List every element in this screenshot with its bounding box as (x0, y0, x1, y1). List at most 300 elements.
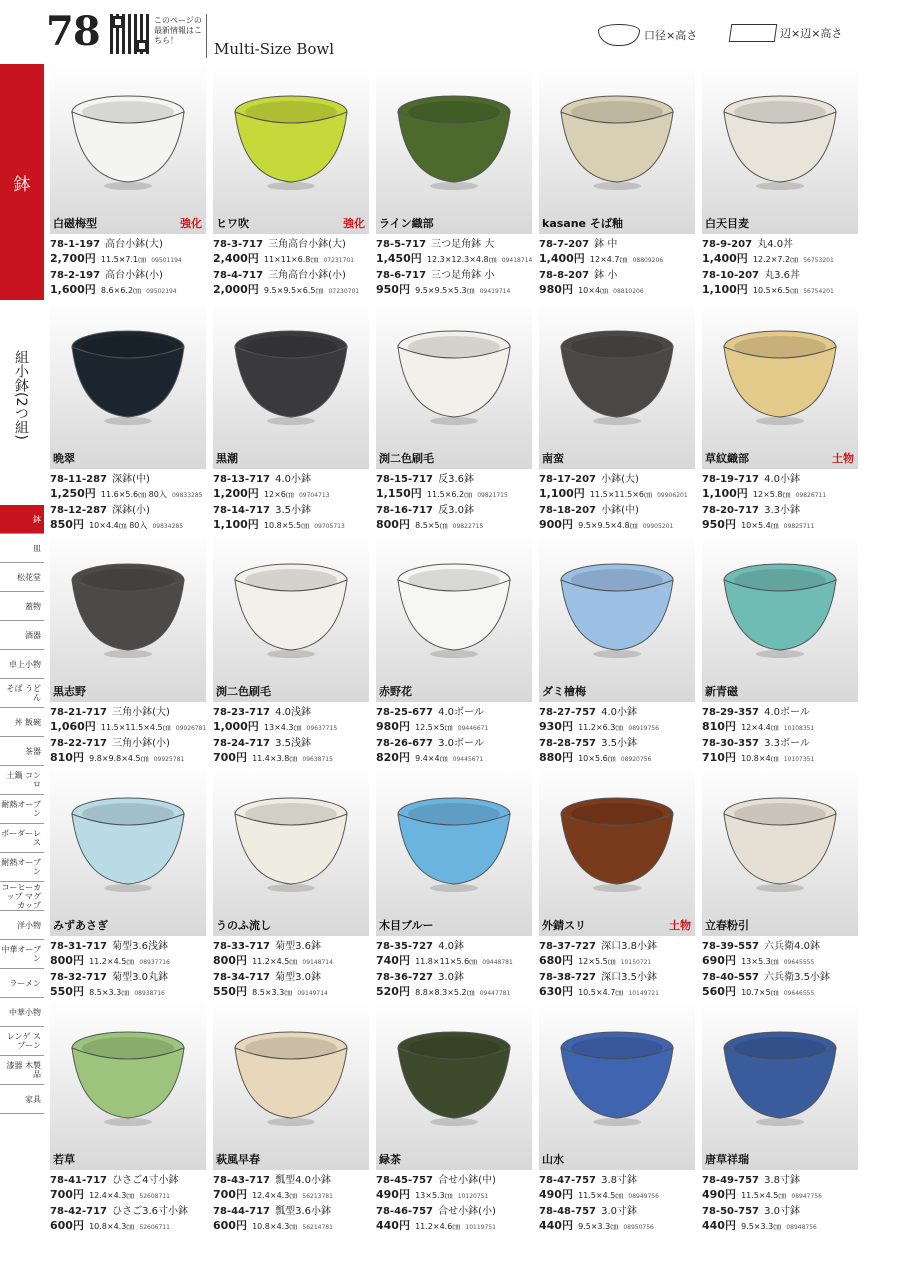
item-price: 1,400円 (539, 252, 585, 265)
spec-price-line (702, 750, 858, 766)
product-name: 外錆スリ (542, 919, 586, 932)
item-dimension: 9.5×3.3㎝ (741, 1222, 782, 1231)
product-name: 緑茶 (379, 1153, 401, 1166)
product-card[interactable] (50, 1000, 206, 1230)
item-code: 78-24-717 (213, 738, 271, 749)
item-price: 690円 (702, 954, 736, 967)
item-jan: 56213781 (302, 1193, 333, 1200)
item-jan: 09645555 (783, 959, 815, 966)
bowl-image (557, 325, 677, 427)
product-specs (702, 1172, 858, 1234)
bowl-image (557, 792, 677, 894)
item-dimension: 10×5.6㎝ (578, 754, 616, 763)
product-photo (376, 64, 532, 234)
item-price: 2,000円 (213, 283, 259, 296)
item-code: 78-26-677 (376, 738, 434, 749)
spec-price-line (539, 1218, 695, 1234)
item-code: 78-6-717 (376, 270, 427, 281)
bowl-image (231, 1026, 351, 1128)
item-jan: 09646555 (783, 990, 815, 997)
legend-square (730, 24, 842, 42)
nav-item[interactable]: 漆器 木製品 (0, 1056, 44, 1085)
item-code: 78-2-197 (50, 270, 101, 281)
product-card[interactable] (50, 532, 206, 762)
item-dimension: 11.5×11.5×6㎝ (589, 490, 653, 499)
spec-price-line (376, 984, 532, 1000)
spec-price-line (376, 517, 532, 533)
nav-item[interactable]: 茶器 (0, 737, 44, 766)
item-price: 930円 (539, 720, 573, 733)
product-specs (213, 236, 369, 298)
product-specs (213, 1172, 369, 1234)
product-photo (50, 766, 206, 936)
item-desc: 三角小鉢(大) (112, 707, 170, 718)
item-code: 78-29-357 (702, 707, 760, 718)
item-desc: 三角高台小鉢(大) (268, 239, 346, 250)
product-card[interactable] (702, 1000, 858, 1230)
spec-code-line (376, 471, 532, 486)
item-desc: 丸3.6丼 (764, 270, 801, 281)
spec-code-line (702, 1172, 858, 1187)
product-photo (539, 64, 695, 234)
item-dimension: 10.8×4.3㎝ (252, 1222, 298, 1231)
item-desc: 3.3ボール (764, 738, 810, 749)
item-price: 680円 (539, 954, 573, 967)
item-code: 78-35-727 (376, 941, 434, 952)
product-badge: 強化 (343, 217, 365, 230)
item-code: 78-12-287 (50, 505, 108, 516)
item-dimension: 10×5.4㎝ (741, 521, 779, 530)
spec-code-line (213, 938, 369, 953)
product-card[interactable] (702, 766, 858, 996)
nav-item[interactable]: 蓋物 (0, 592, 44, 621)
item-dimension: 9.5×3.3㎝ (578, 1222, 619, 1231)
item-desc: 三角小鉢(小) (112, 738, 170, 749)
nav-item[interactable]: 家具 (0, 1085, 44, 1114)
item-price: 850円 (50, 518, 84, 531)
item-price: 700円 (213, 751, 247, 764)
item-jan: 08919756 (628, 725, 659, 732)
item-price: 490円 (702, 1188, 736, 1201)
item-code: 78-48-757 (539, 1206, 597, 1217)
product-card[interactable] (539, 299, 695, 529)
product-card[interactable] (376, 64, 532, 294)
item-desc: 反3.6鉢 (438, 474, 475, 485)
product-name: ライン織部 (379, 217, 434, 230)
product-specs (702, 471, 858, 533)
product-photo (213, 1000, 369, 1170)
item-price: 1,250円 (50, 487, 96, 500)
bowl-image (720, 558, 840, 660)
item-desc: 小鉢(大) (601, 474, 639, 485)
item-code: 78-23-717 (213, 707, 271, 718)
item-code: 78-18-207 (539, 505, 597, 516)
product-photo (702, 532, 858, 702)
spec-price-line (702, 282, 858, 298)
spec-price-line (702, 953, 858, 969)
spec-code-line (376, 502, 532, 517)
spec-price-line (702, 984, 858, 1000)
item-dimension: 10.5×6.5㎝ (752, 286, 799, 295)
product-badge: 土物 (832, 452, 854, 465)
bowl-image (720, 792, 840, 894)
product-photo (376, 532, 532, 702)
spec-code-line (50, 267, 206, 282)
product-specs (213, 471, 369, 533)
spec-price-line (213, 719, 369, 735)
product-card[interactable] (213, 299, 369, 529)
item-price: 560円 (702, 985, 736, 998)
item-code: 78-25-677 (376, 707, 434, 718)
item-dimension: 11.2×4.5㎝ (89, 957, 135, 966)
item-code: 78-44-717 (213, 1206, 271, 1217)
item-desc: 鉢 小 (594, 270, 618, 281)
item-price: 600円 (50, 1219, 84, 1232)
item-code: 78-3-717 (213, 239, 264, 250)
product-name: 赤野花 (379, 685, 412, 698)
product-name: うのふ流し (216, 919, 271, 932)
item-price: 740円 (376, 954, 410, 967)
spec-price-line (50, 486, 206, 502)
spec-code-line (539, 1203, 695, 1218)
main-category-tab[interactable] (0, 64, 44, 300)
product-badge: 土物 (669, 919, 691, 932)
item-price: 520円 (376, 985, 410, 998)
item-dimension: 12×4.7㎝ (589, 255, 628, 264)
bowl-image (231, 325, 351, 427)
item-code: 78-32-717 (50, 972, 108, 983)
item-jan: 56214781 (302, 1224, 333, 1231)
item-desc: 3.0寸鉢 (601, 1206, 638, 1217)
nav-item[interactable]: 皿 (0, 534, 44, 563)
product-photo (213, 64, 369, 234)
item-dimension: 12.4×4.3㎝ (89, 1191, 135, 1200)
item-code: 78-16-717 (376, 505, 434, 516)
spec-code-line (539, 1172, 695, 1187)
product-card[interactable] (376, 766, 532, 996)
item-desc: 3.5小鉢 (275, 505, 312, 516)
item-jan: 52606711 (139, 1224, 170, 1231)
bowl-image (394, 558, 514, 660)
item-code: 78-20-717 (702, 505, 760, 516)
nav-item[interactable]: 中華小物 (0, 998, 44, 1027)
spec-code-line (50, 1203, 206, 1218)
item-jan: 08938716 (134, 990, 165, 997)
spec-code-line (50, 704, 206, 719)
spec-code-line (702, 502, 858, 517)
item-code: 78-45-757 (376, 1175, 434, 1186)
product-photo (376, 1000, 532, 1170)
item-jan: 09825711 (783, 523, 815, 530)
product-name: kasane そば釉 (542, 217, 623, 230)
product-card[interactable] (702, 64, 858, 294)
item-price: 710円 (702, 751, 736, 764)
bowl-image (720, 90, 840, 192)
item-desc: 3.0ボール (438, 738, 484, 749)
product-card[interactable] (376, 532, 532, 762)
spec-price-line (50, 282, 206, 298)
item-code: 78-43-717 (213, 1175, 271, 1186)
nav-item[interactable]: ボーダーレス (0, 824, 44, 853)
item-price: 2,700円 (50, 252, 96, 265)
item-desc: 3.5浅鉢 (275, 738, 312, 749)
item-price: 1,450円 (376, 252, 422, 265)
product-name: 南蛮 (542, 452, 564, 465)
spec-code-line (539, 267, 695, 282)
item-code: 78-36-727 (376, 972, 434, 983)
item-code: 78-10-207 (702, 270, 760, 281)
product-card[interactable] (50, 64, 206, 294)
spec-code-line (376, 1172, 532, 1187)
item-jan: 09926781 (175, 725, 206, 732)
spec-price-line (50, 1218, 206, 1234)
nav-item[interactable]: 中華オーブン (0, 940, 44, 969)
item-jan: 09446671 (457, 725, 489, 732)
spec-code-line (50, 236, 206, 251)
spec-code-line (50, 938, 206, 953)
item-dimension: 9.5×9.5×4.8㎝ (578, 521, 638, 530)
product-name: 立春粉引 (705, 919, 749, 932)
nav-item[interactable]: 耐熱オーブン (0, 853, 44, 882)
product-name: 晩翠 (53, 452, 75, 465)
product-name: 黒潮 (216, 452, 238, 465)
spec-code-line (50, 735, 206, 750)
nav-item[interactable]: 鉢 (0, 505, 44, 534)
product-specs (376, 1172, 532, 1234)
spec-price-line (213, 517, 369, 533)
spec-code-line (702, 1203, 858, 1218)
spec-code-line (539, 938, 695, 953)
spec-price-line (702, 1218, 858, 1234)
item-dimension: 8.5×5㎝ (415, 521, 448, 530)
item-dimension: 11.5×11.5×4.5㎝ (100, 723, 171, 732)
item-dimension: 12.3×12.3×4.8㎝ (426, 255, 497, 264)
product-card[interactable] (213, 1000, 369, 1230)
bowl-image (720, 325, 840, 427)
spec-code-line (702, 267, 858, 282)
item-code: 78-19-717 (702, 474, 760, 485)
product-card[interactable] (213, 532, 369, 762)
spec-code-line (539, 735, 695, 750)
product-card[interactable] (539, 532, 695, 762)
product-name: 唐草祥瑞 (705, 1153, 749, 1166)
product-photo (376, 766, 532, 936)
item-code: 78-14-717 (213, 505, 271, 516)
item-desc: 反3.0鉢 (438, 505, 475, 516)
item-price: 630円 (539, 985, 573, 998)
item-code: 78-28-757 (539, 738, 597, 749)
spec-code-line (539, 471, 695, 486)
item-code: 78-41-717 (50, 1175, 108, 1186)
item-jan: 10108351 (783, 725, 815, 732)
nav-item[interactable]: ラーメン (0, 969, 44, 998)
item-dimension: 10.5×4.7㎝ (578, 988, 624, 997)
header-divider (206, 14, 207, 58)
bowl-image (557, 558, 677, 660)
item-price: 550円 (213, 985, 247, 998)
item-desc: 菊型3.0鉢 (275, 972, 322, 983)
item-jan: 56754201 (803, 288, 834, 295)
item-jan: 08947756 (791, 1193, 822, 1200)
item-desc: 三つ足角鉢 小 (431, 270, 495, 281)
nav-item[interactable]: レンゲ スプーン (0, 1027, 44, 1056)
nav-item[interactable]: 耐熱オーブン (0, 795, 44, 824)
item-jan: 09834285 (152, 523, 184, 530)
item-desc: 4.0ボール (438, 707, 484, 718)
item-desc: 3.8寸鉢 (601, 1175, 638, 1186)
spec-price-line (539, 719, 695, 735)
product-name: 木目ブルー (379, 919, 434, 932)
nav-item[interactable]: 洋小物 (0, 911, 44, 940)
product-specs (376, 236, 532, 298)
item-code: 78-8-207 (539, 270, 590, 281)
spec-price-line (539, 984, 695, 1000)
product-card[interactable] (539, 1000, 695, 1230)
product-card[interactable] (376, 1000, 532, 1230)
item-desc: 深口3.5小鉢 (601, 972, 658, 983)
item-dimension: 12.2×7.2㎝ (752, 255, 799, 264)
spec-code-line (213, 471, 369, 486)
tray-shape-icon (729, 24, 778, 42)
product-photo (213, 766, 369, 936)
spec-price-line (213, 1218, 369, 1234)
item-desc: 丸4.0丼 (757, 239, 794, 250)
spec-code-line (539, 969, 695, 984)
page-title: Multi-Size Bowl (214, 40, 335, 58)
legend-round (598, 24, 697, 46)
spec-price-line (376, 953, 532, 969)
product-card[interactable] (702, 299, 858, 529)
bowl-image (68, 1026, 188, 1128)
item-desc: 3.0鉢 (438, 972, 465, 983)
product-specs (50, 471, 206, 533)
nav-item[interactable]: コーヒーカップ マグカップ (0, 882, 44, 911)
item-desc: 3.5小鉢 (601, 738, 638, 749)
product-card[interactable] (213, 64, 369, 294)
legend-round-label: 口径×高さ (644, 29, 698, 42)
qr-note: このページの最新情報はこちら！ (154, 16, 202, 45)
product-specs (539, 1172, 695, 1234)
spec-price-line (702, 1187, 858, 1203)
item-jan: 09925781 (153, 756, 185, 763)
product-photo (213, 299, 369, 469)
product-card[interactable] (50, 766, 206, 996)
item-dimension: 10.8×4㎝ (741, 754, 779, 763)
spec-price-line (539, 251, 695, 267)
item-price: 880円 (539, 751, 573, 764)
item-price: 490円 (539, 1188, 573, 1201)
item-desc: 4.0浅鉢 (275, 707, 312, 718)
item-code: 78-46-757 (376, 1206, 434, 1217)
item-code: 78-7-207 (539, 239, 590, 250)
product-card[interactable] (50, 299, 206, 529)
qr-code[interactable] (110, 14, 150, 54)
spec-price-line (213, 953, 369, 969)
product-card[interactable] (376, 299, 532, 529)
item-desc: 4.0小鉢 (601, 707, 638, 718)
item-jan: 09418714 (501, 257, 532, 264)
spec-code-line (702, 969, 858, 984)
item-dimension: 13×5.3㎝ (741, 957, 779, 966)
spec-price-line (213, 1187, 369, 1203)
spec-price-line (539, 486, 695, 502)
item-dimension: 10.7×5㎝ (741, 988, 779, 997)
product-specs (702, 236, 858, 298)
spec-price-line (376, 251, 532, 267)
item-dimension: 9.5×9.5×6.5㎝ (263, 286, 324, 295)
item-code: 78-34-717 (213, 972, 271, 983)
item-price: 1,060円 (50, 720, 96, 733)
item-price: 440円 (539, 1219, 573, 1232)
item-jan: 09833285 (171, 492, 203, 499)
item-code: 78-5-717 (376, 239, 427, 250)
item-price: 810円 (50, 751, 84, 764)
nav-item[interactable]: 酒器 (0, 621, 44, 650)
spec-code-line (213, 969, 369, 984)
nav-item[interactable]: 松花堂 (0, 563, 44, 592)
spec-code-line (702, 236, 858, 251)
item-dimension: 11.5×7.1㎝ (100, 255, 147, 264)
item-price: 440円 (702, 1219, 736, 1232)
item-code: 78-13-717 (213, 474, 271, 485)
bowl-image (394, 90, 514, 192)
item-code: 78-33-717 (213, 941, 271, 952)
item-desc: 鉢 中 (594, 239, 618, 250)
item-jan: 07230701 (328, 288, 360, 295)
spec-price-line (50, 1187, 206, 1203)
spec-price-line (376, 282, 532, 298)
item-price: 950円 (376, 283, 410, 296)
item-desc: 高台小鉢(小) (105, 270, 163, 281)
product-card[interactable] (539, 766, 695, 996)
nav-item[interactable]: 卓上小物 (0, 650, 44, 679)
product-name: 萩風早春 (216, 1153, 260, 1166)
item-dimension: 12×5.8㎝ (752, 490, 791, 499)
item-dimension: 9.8×9.8×4.5㎝ (89, 754, 149, 763)
nav-item[interactable]: 土鍋 コンロ (0, 766, 44, 795)
product-name: 渕二色刷毛 (216, 685, 271, 698)
spec-price-line (539, 282, 695, 298)
item-jan: 09502194 (146, 288, 177, 295)
bowl-image (68, 558, 188, 660)
product-card[interactable] (702, 532, 858, 762)
spec-code-line (539, 704, 695, 719)
item-jan: 10150721 (620, 959, 652, 966)
product-specs (539, 938, 695, 1000)
item-jan: 08920756 (620, 756, 652, 763)
nav-item[interactable]: 丼 飯碗 (0, 708, 44, 737)
spec-price-line (213, 251, 369, 267)
product-card[interactable] (539, 64, 695, 294)
product-card[interactable] (213, 766, 369, 996)
item-jan: 09637715 (306, 725, 338, 732)
bowl-image (231, 792, 351, 894)
spec-code-line (376, 236, 532, 251)
item-jan: 08809206 (632, 257, 664, 264)
item-desc: ひさご3.6寸小鉢 (112, 1206, 189, 1217)
spec-price-line (213, 282, 369, 298)
item-desc: 4.0小鉢 (275, 474, 312, 485)
spec-code-line (702, 938, 858, 953)
item-dimension: 12×4.4㎝ (741, 723, 779, 732)
item-price: 1,200円 (213, 487, 259, 500)
item-price: 900円 (539, 518, 573, 531)
item-price: 1,400円 (702, 252, 748, 265)
nav-item[interactable]: そば うどん (0, 679, 44, 708)
product-photo (50, 64, 206, 234)
item-dimension: 8.5×3.3㎝ (89, 988, 130, 997)
product-specs (702, 704, 858, 766)
